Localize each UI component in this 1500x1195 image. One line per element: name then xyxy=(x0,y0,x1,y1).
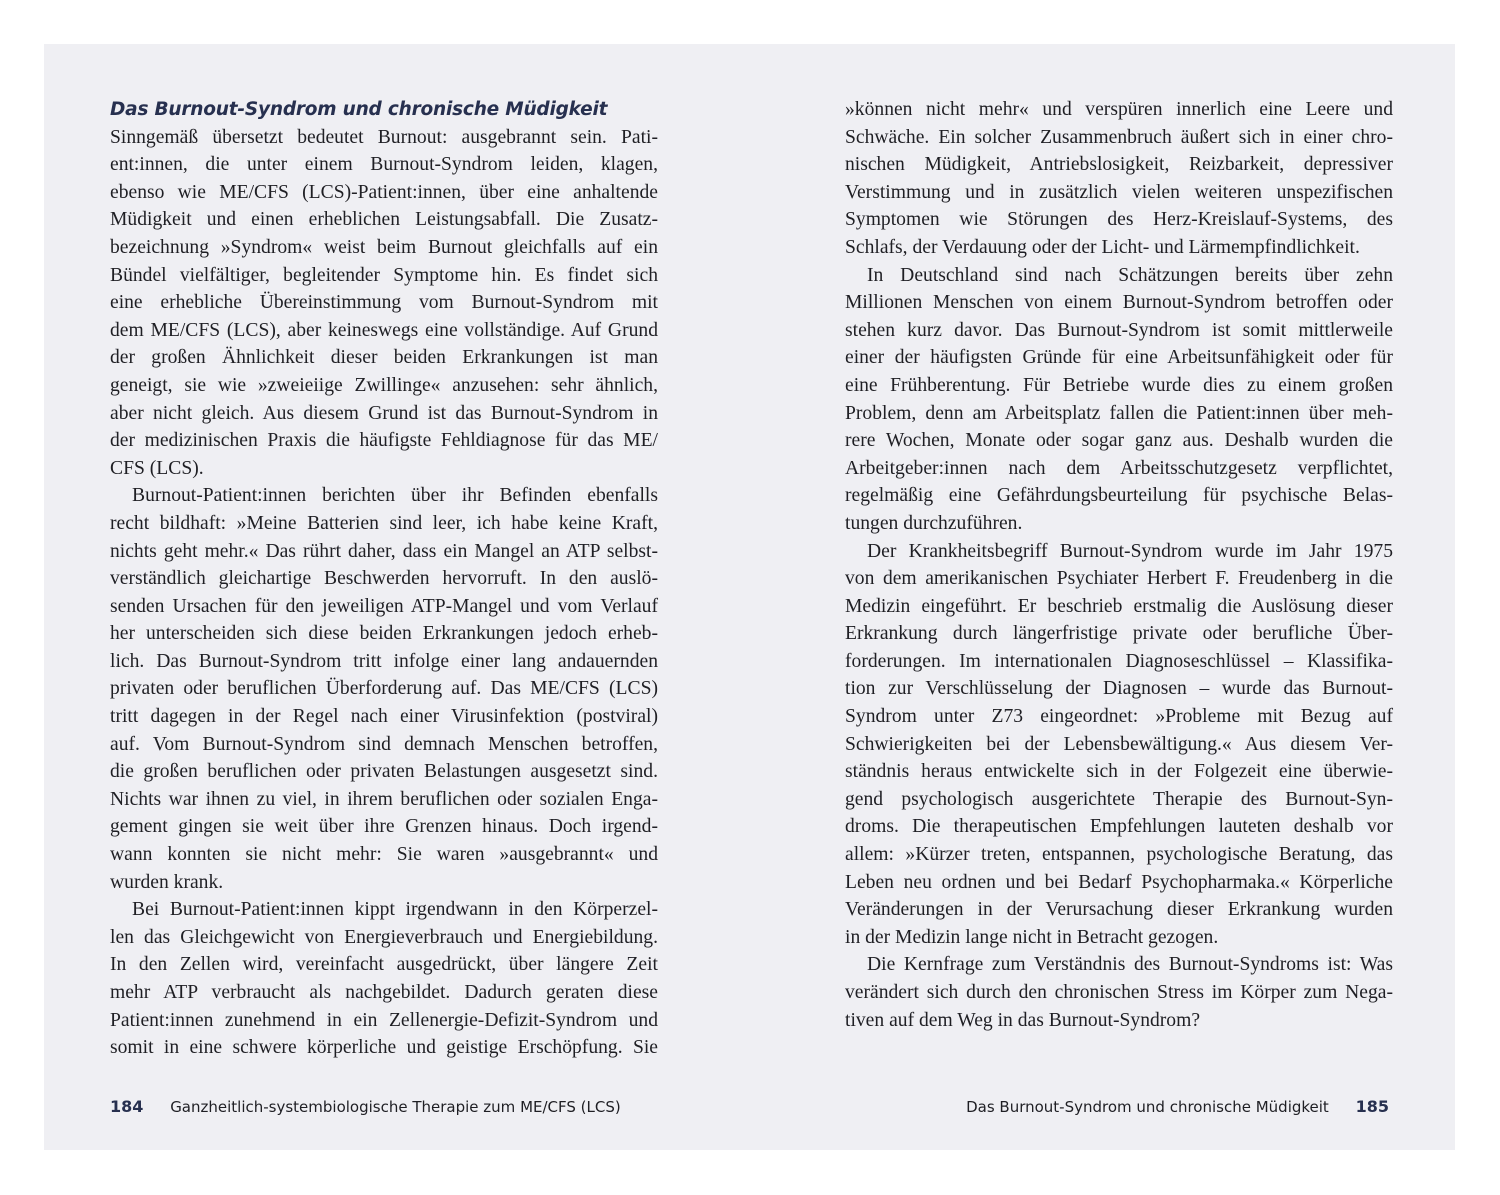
text-line: ebenso wie ME/CFS (LCS)-Patient:innen, über eine anhaltende xyxy=(110,181,658,203)
page-number: 185 xyxy=(1355,1097,1389,1116)
text-line: Der Krankheitsbegriff Burnout-Syndrom wurde im Jahr 1975 xyxy=(867,540,1393,562)
section-heading: Das Burnout-Syndrom und chronische Müdigkeit xyxy=(110,99,608,120)
text-line: der großen Ähnlichkeit dieser beiden Erkrankungen ist man xyxy=(110,347,658,369)
text-line: Arbeitgeber:innen nach dem Arbeitsschutzgesetz verpflichtet, xyxy=(845,457,1393,479)
text-line: recht bildhaft: »Meine Batterien sind leer, ich habe keine Kraft, xyxy=(110,512,658,534)
right-page-column xyxy=(845,96,1393,1034)
text-line: gement gingen sie weit über ihre Grenzen hinaus. Doch irgend- xyxy=(110,816,658,838)
running-title: Das Burnout-Syndrom und chronische Müdigkeit xyxy=(966,1098,1329,1116)
text-line: Verstimmung und in zusätzlich vielen weiteren unspezifischen xyxy=(845,181,1393,203)
text-line: Müdigkeit und einen erheblichen Leistungsabfall. Die Zusatz- xyxy=(110,209,658,231)
text-line: In den Zellen wird, vereinfacht ausgedrückt, über längere Zeit xyxy=(110,954,658,976)
text-line: len das Gleichgewicht von Energieverbrauch und Energiebildung. xyxy=(110,926,658,948)
text-line: lich. Das Burnout-Syndrom tritt infolge einer lang andauernden xyxy=(110,650,658,672)
text-line: von dem amerikanischen Psychiater Herbert F. Freudenberg in die xyxy=(845,568,1393,590)
text-line: Erkrankung durch längerfristige private oder berufliche Über- xyxy=(845,623,1393,645)
text-line: eine Frühberentung. Für Betriebe wurde dies zu einem großen xyxy=(845,374,1393,396)
text-line: Bündel vielfältiger, begleitender Symptome hin. Es findet sich xyxy=(110,264,658,286)
text-line: Die Kernfrage zum Verständnis des Burnout-Syndroms ist: Was xyxy=(867,954,1393,976)
text-line: Symptomen wie Störungen des Herz-Kreislauf-Systems, des xyxy=(845,209,1393,231)
right-page-footer xyxy=(966,1096,1389,1118)
text-line: »können nicht mehr« und verspüren innerlich eine Leere und xyxy=(845,99,1393,120)
text-line: Nichts war ihnen zu viel, in ihrem beruflichen oder sozialen Enga- xyxy=(110,788,658,810)
text-line: verständlich gleichartige Beschwerden hervorruft. In den auslö- xyxy=(110,568,658,590)
text-line: tiven auf dem Weg in das Burnout-Syndrom? xyxy=(845,1009,1201,1031)
text-line: privaten oder beruflichen Überforderung auf. Das ME/CFS (LCS) xyxy=(110,678,658,700)
text-line: tion zur Verschlüsselung der Diagnosen – wurde das Burnout- xyxy=(845,678,1393,700)
left-page-footer xyxy=(110,1096,621,1118)
text-line: tritt dagegen in der Regel nach einer Virusinfektion (postviral) xyxy=(110,706,658,728)
text-line: Millionen Menschen von einem Burnout-Syndrom betroffen oder xyxy=(845,292,1393,314)
running-title: Ganzheitlich-systembiologische Therapie zum ME/CFS (LCS) xyxy=(170,1098,621,1116)
text-line: geneigt, sie wie »zweieiige Zwillinge« anzusehen: sehr ähnlich, xyxy=(110,374,658,396)
text-line: Bei Burnout-Patient:innen kippt irgendwann in den Körperzel- xyxy=(132,899,658,921)
book-spread xyxy=(44,44,1455,1150)
text-line: Burnout-Patient:innen berichten über ihr Befinden ebenfalls xyxy=(132,485,658,507)
text-line: stehen kurz davor. Das Burnout-Syndrom ist somit mittlerweile xyxy=(845,319,1393,341)
text-line: eine erhebliche Übereinstimmung vom Burnout-Syndrom mit xyxy=(110,292,658,314)
text-line: ent:innen, die unter einem Burnout-Syndrom leiden, klagen, xyxy=(110,154,658,176)
left-page-column xyxy=(110,96,658,1062)
text-line: verändert sich durch den chronischen Stress im Körper zum Nega- xyxy=(845,982,1393,1003)
text-line: auf. Vom Burnout-Syndrom sind demnach Menschen betroffen, xyxy=(110,733,658,755)
text-line: forderungen. Im internationalen Diagnoseschlüssel – Klassifika- xyxy=(845,650,1393,672)
text-line: ständnis heraus entwickelte sich in der Folgezeit eine überwie- xyxy=(845,761,1393,783)
text-line: einer der häufigsten Gründe für eine Arbeitsunfähigkeit oder für xyxy=(845,347,1393,369)
text-line: bezeichnung »Syndrom« weist beim Burnout gleichfalls auf ein xyxy=(110,236,658,258)
text-line: nichts geht mehr.« Das rührt daher, dass ein Mangel an ATP selbst- xyxy=(110,540,658,562)
text-line: In Deutschland sind nach Schätzungen bereits über zehn xyxy=(867,264,1393,286)
text-line: droms. Die therapeutischen Empfehlungen lauteten deshalb vor xyxy=(845,816,1393,838)
text-line: Patient:innen zunehmend in ein Zellenergie-Defizit-Syndrom und xyxy=(110,1009,658,1031)
text-line: Veränderungen in der Verursachung dieser Erkrankung wurden xyxy=(845,899,1393,921)
text-line: dem ME/CFS (LCS), aber keineswegs eine vollständige. Auf Grund xyxy=(110,319,658,341)
text-line: regelmäßig eine Gefährdungsbeurteilung für psychische Belas- xyxy=(845,485,1393,507)
text-line: allem: »Kürzer treten, entspannen, psychologische Beratung, das xyxy=(845,844,1393,866)
text-line: Schwäche. Ein solcher Zusammenbruch äußert sich in einer chro- xyxy=(845,126,1393,148)
text-line: gend psychologisch ausgerichtete Therapie des Burnout-Syn- xyxy=(845,788,1393,810)
text-line: CFS (LCS). xyxy=(110,457,204,479)
text-line: Leben neu ordnen und bei Bedarf Psychopharmaka.« Körperliche xyxy=(845,871,1393,893)
left-page-body xyxy=(110,124,658,1062)
text-line: Sinngemäß übersetzt bedeutet Burnout: ausgebrannt sein. Pati- xyxy=(110,126,658,148)
text-line: aber nicht gleich. Aus diesem Grund ist das Burnout-Syndrom in xyxy=(110,402,658,424)
text-line: her unterscheiden sich diese beiden Erkrankungen jedoch erheb- xyxy=(110,623,658,645)
text-line: rere Wochen, Monate oder sogar ganz aus. Deshalb wurden die xyxy=(845,430,1393,452)
text-line: Problem, denn am Arbeitsplatz fallen die Patient:innen über meh- xyxy=(845,402,1393,424)
text-line: Medizin eingeführt. Er beschrieb erstmalig die Auslösung dieser xyxy=(845,595,1393,617)
text-line: tungen durchzuführen. xyxy=(845,512,1023,534)
text-line: senden Ursachen für den jeweiligen ATP-Mangel und vom Verlauf xyxy=(110,595,658,617)
text-line: somit in eine schwere körperliche und geistige Erschöpfung. Sie xyxy=(110,1037,658,1059)
text-line: wann konnten sie nicht mehr: Sie waren »ausgebrannt« und xyxy=(110,844,658,866)
right-page-body xyxy=(845,96,1393,1034)
text-line: Syndrom unter Z73 eingeordnet: »Probleme mit Bezug auf xyxy=(845,706,1393,728)
text-line: in der Medizin lange nicht in Betracht gezogen. xyxy=(845,926,1219,948)
text-line: mehr ATP verbraucht als nachgebildet. Dadurch geraten diese xyxy=(110,982,658,1003)
text-line: Schwierigkeiten bei der Lebensbewältigung.« Aus diesem Ver- xyxy=(845,733,1393,755)
text-line: wurden krank. xyxy=(110,871,224,893)
text-line: der medizinischen Praxis die häufigste Fehldiagnose für das ME/ xyxy=(110,430,658,452)
text-line: die großen beruflichen oder privaten Belastungen ausgesetzt sind. xyxy=(110,761,658,783)
text-line: nischen Müdigkeit, Antriebslosigkeit, Reizbarkeit, depressiver xyxy=(845,154,1393,176)
text-line: Schlafs, der Verdauung oder der Licht- und Lärmempfindlichkeit. xyxy=(845,236,1360,258)
page-number: 184 xyxy=(110,1097,144,1116)
